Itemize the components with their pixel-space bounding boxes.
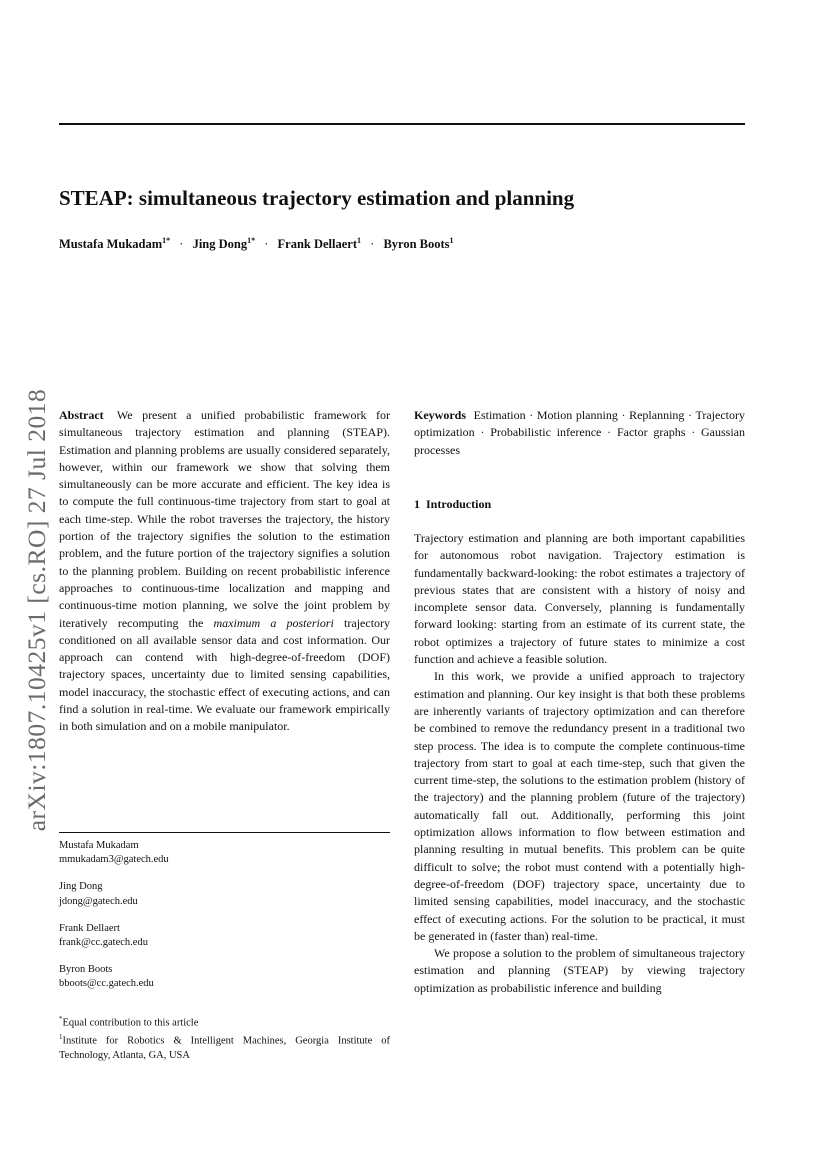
affiliation-entry	[59, 880, 390, 908]
keywords-paragraph	[414, 407, 745, 459]
affiliation-name: Mustafa Mukadam	[59, 840, 139, 851]
affiliation-email: jdong@gatech.edu	[59, 895, 138, 907]
affiliation-name: Jing Dong	[59, 881, 103, 893]
abstract-text-part2: trajectory conditioned on all available sensor data and cost information. Our approach can contend with high-degree-of-freedom (DOF) trajectory spaces, uncertainty due to limited sensing capabilities, model inaccuracy, the stochastic effect of executing actions, and can find a solution in real-time. We evaluate our framework empirically in both simulation and on a mobile manipulator.	[59, 615, 391, 734]
author-list	[59, 236, 759, 252]
affiliation-entry	[59, 963, 390, 991]
keywords-text: Estimation · Motion planning · Replanning · Trajectory optimization · Probabilistic inference · Factor graphs · Gaussian processes	[414, 408, 745, 457]
intro-paragraph: We propose a solution to the problem of simultaneous trajectory estimation and planning (STEAP) by viewing trajectory optimization as probabilistic inference and building	[414, 946, 745, 995]
section-number: 1	[414, 497, 420, 511]
intro-paragraph: Trajectory estimation and planning are both important capabilities for autonomous robot navigation. Trajectory estimation is fundamentally backward-looking: the robot estimates a trajectory of previous states that are consistent with a history of noisy and incomplete sensor data. Conversely, planning is fundamentally forward looking: starting from an estimate of its current state, the robot optimizes a trajectory of future states to minimize a cost function and achieve a feasible solution.	[414, 531, 745, 667]
keywords-label: Keywords	[414, 408, 466, 422]
author-mark: 1	[449, 236, 454, 245]
section-title: Introduction	[426, 497, 492, 511]
footnote-text: Equal contribution to this article	[62, 1017, 199, 1029]
intro-paragraph: In this work, we provide a unified approach to trajectory estimation and planning. Our key insight is that both these problems are inherently variants of trajectory optimization and can therefore be combined to remove the redundancy present in a traditional two step process. The idea is to compute the complete continuous-time trajectory from start to goal at each time-step, such that given the current time-step, the solutions to the estimation problem (history of the trajectory) and the planning problem (future of the trajectory) automatically fall out. Additionally, performing this joint optimization allows information to flow between estimation and planning resulting in mutual benefits. This problem can be quite difficult to solve; the robot must contend with a potentially high-degree-of-freedom (DOF) trajectory space, uncertainty due to limited sensing capabilities, model inaccuracy, and the stochastic effect of executing actions. For the solution to be practical, it must be generated in (faster than) real-time.	[414, 669, 745, 943]
affiliation-entry	[59, 922, 390, 950]
affiliation-entry	[59, 839, 390, 867]
footnotes	[59, 1012, 390, 1064]
author-mark: 1	[357, 236, 362, 245]
footnote-rule	[59, 832, 390, 833]
arxiv-identifier-text: arXiv:1807.10425v1 [cs.RO] 27 Jul 2018	[22, 388, 51, 832]
abstract-italic-term: maximum a posteriori	[213, 615, 334, 630]
author-separator: ·	[264, 237, 269, 252]
paper-title: STEAP: simultaneous trajectory estimation and planning	[59, 186, 575, 210]
author-name: Mustafa Mukadam	[59, 237, 163, 252]
footnote	[59, 1030, 390, 1063]
keywords	[414, 407, 745, 459]
author-name: Frank Dellaert	[277, 237, 358, 252]
section-heading	[414, 497, 491, 512]
affiliation-email: bboots@cc.gatech.edu	[59, 978, 154, 990]
affiliation-block	[59, 839, 390, 1063]
abstract-paragraph	[59, 407, 390, 736]
author-mark: 1*	[162, 236, 171, 245]
footnote-text: Institute for Robotics & Intelligent Machines, Georgia Institute of Technology, Atlanta, GA, USA	[59, 1035, 390, 1062]
footnote-mark: *	[59, 1014, 63, 1023]
affiliation-email: frank@cc.gatech.edu	[59, 937, 148, 949]
affiliation-name: Frank Dellaert	[59, 922, 120, 934]
affiliation-name: Byron Boots	[59, 964, 113, 976]
abstract-text-part1: We present a unified probabilistic framework for simultaneous trajectory estimation and planning (STEAP). Estimation and planning problems are usually considered separately, however, within our framework we show that solving them simultaneously can be more accurate and efficient. The key idea is to compute the full continuous-time trajectory from start to goal at each time-step. While the robot traverses the trajectory, the history portion of the trajectory signifies the solution to the estimation problem, and the future portion of the trajectory signifies a solution to the planning problem. Building on recent probabilistic inference approaches to continuous-time localization and mapping and continuous-time motion planning, we solve the joint problem by iteratively recomputing the	[59, 408, 390, 630]
introduction-body	[414, 530, 745, 997]
author-name: Jing Dong	[192, 237, 248, 252]
footnote-mark: 1	[59, 1033, 63, 1042]
author-separator: ·	[370, 237, 375, 252]
header-rule	[59, 123, 745, 125]
footnote	[59, 1012, 390, 1031]
author-separator: ·	[179, 237, 184, 252]
abstract-label: Abstract	[59, 408, 104, 422]
author-name: Byron Boots	[383, 237, 450, 252]
author-mark: 1*	[247, 236, 256, 245]
affiliation-email: mmukadam3@gatech.edu	[59, 854, 169, 866]
abstract	[59, 407, 390, 736]
